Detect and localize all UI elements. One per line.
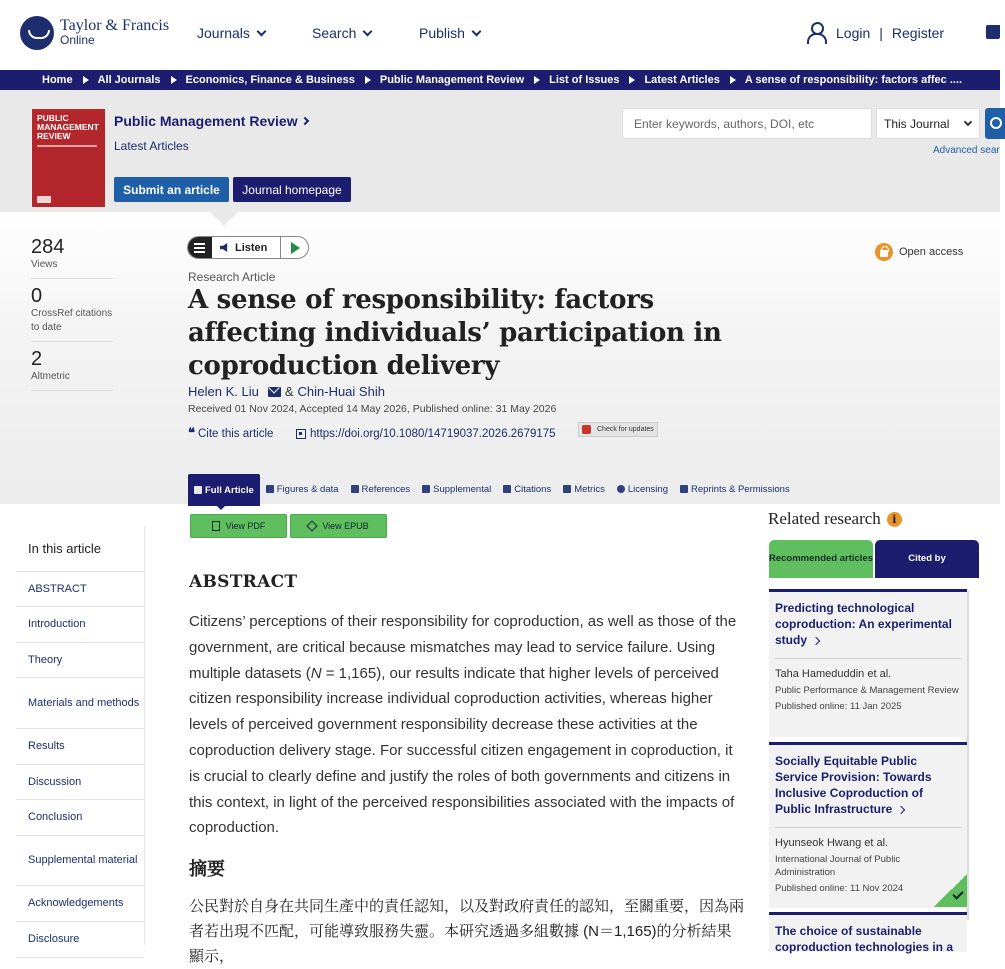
view-pdf-button[interactable]: View PDF	[190, 514, 287, 538]
nav-search[interactable]: Search	[312, 25, 371, 41]
chevron-down-icon	[256, 26, 266, 36]
chinese-abstract-text: 公民對於自身在共同生產中的責任認知，以及對政府責任的認知，至關重要，因為兩者若出現不匹配，可能導致服務失靈。本研究透過多組數據 (N＝1,165)的分析結果顯示，	[189, 898, 745, 965]
check-for-updates-button[interactable]: Check for updates	[578, 422, 658, 437]
submit-article-button[interactable]: Submit an article	[114, 177, 229, 202]
image-icon	[266, 485, 274, 493]
doi-link[interactable]: https://doi.org/10.1080/14719037.2026.2679175	[296, 428, 556, 440]
cover-title: PUBLIC MANAGEMENT REVIEW	[37, 113, 99, 141]
cover-rule	[37, 145, 97, 147]
toc-theory[interactable]: Theory	[16, 643, 144, 678]
share-icon	[680, 485, 688, 493]
bar-chart-icon	[563, 485, 571, 493]
tab-reprints[interactable]: Reprints & Permissions	[674, 474, 796, 504]
publisher-mark-icon	[37, 196, 51, 203]
article-tabs	[188, 474, 796, 504]
breadcrumb-arrow-icon	[365, 76, 371, 84]
epub-icon	[307, 520, 318, 531]
related-author: Hyunseok Hwang et al.	[775, 837, 889, 849]
toc-methods[interactable]: Materials and methods	[16, 678, 144, 729]
chevron-down-icon	[471, 26, 481, 36]
author-join: &	[284, 384, 294, 399]
author-link[interactable]: Chin-Huai Shih	[297, 384, 385, 399]
book-icon	[351, 485, 359, 493]
crossmark-icon	[582, 425, 591, 434]
article-title: A sense of responsibility: factors affecting individuals’ participation in coproduction delivery	[188, 285, 722, 381]
abstract-text: Citizens’ perceptions of their responsibility for coproduction, as well as those of the government, are critical because mismatches may lead to service failure. Using multiple datasets (N = 1,165), our results indicate that higher levels of perceived citizen responsibility increase individual coproduction activities, whereas higher levels of perceived government responsibility decrease these activities at the coproduction delivery stage. For successful citizen engagement in coproduction, it is crucial to clearly define and justify the roles of both governments and citizens in this context, in light of the perceived responsibilities associated with the impacts of coproduction.	[189, 613, 737, 837]
toc-abstract[interactable]: ABSTRACT	[16, 572, 144, 607]
table-of-contents	[16, 571, 144, 958]
menu-icon[interactable]	[188, 237, 212, 258]
related-journal: International Journal of Public Administration	[775, 854, 901, 878]
tab-full-article[interactable]: Full Article	[188, 474, 260, 506]
lamp-logo-icon	[20, 16, 54, 50]
crumb-home[interactable]: Home	[42, 74, 73, 86]
brand-sub: Online	[60, 33, 95, 47]
cart-icon[interactable]	[986, 25, 1000, 39]
related-author: Taha Hameduddin et al.	[775, 668, 892, 680]
nav-journals[interactable]: Journals	[197, 25, 265, 41]
toc-results[interactable]: Results	[16, 729, 144, 765]
info-icon[interactable]: i	[887, 512, 902, 527]
tab-figures[interactable]: Figures & data	[260, 474, 345, 504]
view-epub-button[interactable]: View EPUB	[290, 514, 387, 538]
site-header	[0, 0, 1000, 70]
crumb-economics[interactable]: Economics, Finance & Business	[185, 74, 355, 86]
chevron-right-icon	[897, 806, 905, 814]
checkmark-icon	[934, 874, 967, 907]
toc-supplemental[interactable]: Supplemental material	[16, 836, 144, 886]
related-research-heading: Related research i	[768, 509, 902, 529]
chinese-abstract-heading: 摘要	[189, 859, 225, 879]
toc-acknowledgements[interactable]: Acknowledgements	[16, 886, 144, 922]
plus-icon	[422, 485, 430, 493]
external-link-icon	[296, 429, 306, 439]
publication-dates: Received 01 Nov 2024, Accepted 14 May 2026, Published online: 31 May 2026	[188, 403, 557, 415]
chevron-down-icon	[363, 26, 373, 36]
abstract-heading: ABSTRACT	[189, 572, 298, 592]
breadcrumb-arrow-icon	[171, 76, 177, 84]
chevron-right-icon	[300, 117, 308, 125]
crumb-all-journals[interactable]: All Journals	[97, 74, 161, 86]
brand-name: Taylor & Francis	[60, 17, 170, 34]
tab-licensing[interactable]: Licensing	[611, 474, 674, 504]
taylor-francis-logo[interactable]	[20, 16, 169, 50]
journal-homepage-button[interactable]: Journal homepage	[233, 177, 351, 202]
search-scope-select[interactable]: This Journal	[876, 108, 980, 139]
tab-references[interactable]: References	[345, 474, 417, 504]
quote-icon: ❝	[188, 426, 195, 441]
metric-crossref[interactable]: 0 CrossRef citations to date	[31, 285, 113, 342]
account-links	[806, 22, 944, 44]
author-list	[188, 384, 385, 399]
related-card[interactable]	[769, 912, 967, 952]
cite-this-article-link[interactable]: ❝ Cite this article	[188, 426, 274, 441]
related-card[interactable]	[769, 589, 967, 737]
advanced-search-link[interactable]: Advanced sear	[933, 145, 1000, 156]
tab-recommended-articles[interactable]: Recommended articles	[769, 540, 873, 578]
tab-metrics[interactable]: Metrics	[557, 474, 611, 504]
breadcrumb	[0, 70, 1000, 90]
open-lock-icon	[875, 243, 893, 261]
user-icon[interactable]	[806, 22, 826, 44]
speaker-icon	[220, 243, 229, 252]
chevron-right-icon	[812, 637, 820, 645]
article-metrics	[31, 236, 113, 397]
quote-icon	[503, 485, 511, 493]
copyright-icon	[617, 485, 625, 493]
crumb-issues[interactable]: List of Issues	[549, 74, 620, 86]
tab-citations[interactable]: Citations	[497, 474, 557, 504]
search-input[interactable]: Enter keywords, authors, DOI, etc	[622, 108, 872, 139]
toc-discussion[interactable]: Discussion	[16, 765, 144, 800]
register-link[interactable]: Register	[891, 25, 945, 41]
metric-altmetric[interactable]: 2 Altmetric	[31, 348, 113, 391]
search-icon[interactable]	[985, 108, 1005, 139]
related-journal: Public Performance & Management Review	[775, 685, 959, 696]
listen-button[interactable]: Listen	[235, 241, 268, 254]
latest-articles-link[interactable]: Latest Articles	[114, 139, 189, 153]
breadcrumb-arrow-icon	[629, 76, 635, 84]
document-icon	[194, 486, 202, 494]
link-separator: |	[879, 25, 883, 41]
listen-player	[187, 236, 309, 259]
toc-conclusion[interactable]: Conclusion	[16, 800, 144, 836]
related-date: Published online: 11 Jan 2025	[775, 701, 902, 712]
journal-cover[interactable]	[32, 109, 105, 207]
article-type: Research Article	[188, 270, 276, 284]
breadcrumb-arrow-icon	[83, 76, 89, 84]
related-date: Published online: 11 Nov 2024	[775, 883, 904, 894]
chevron-down-icon	[964, 118, 972, 126]
open-access-badge: Open access	[875, 243, 963, 261]
journal-title-link[interactable]: Public Management Review	[114, 113, 308, 129]
banner-pointer	[210, 212, 238, 226]
tab-cited-by[interactable]: Cited by	[875, 540, 979, 578]
tab-supplemental[interactable]: Supplemental	[416, 474, 497, 504]
nav-publish[interactable]: Publish	[419, 25, 480, 41]
crumb-journal[interactable]: Public Management Review	[379, 74, 525, 86]
breadcrumb-arrow-icon	[534, 76, 540, 84]
breadcrumb-arrow-icon	[730, 76, 736, 84]
related-title[interactable]: Predicting technological coproduction: An experimental study	[775, 601, 952, 647]
journal-banner	[0, 90, 1000, 212]
envelope-icon[interactable]	[268, 387, 281, 397]
related-title[interactable]: The choice of sustainable coproduction technologies in a	[775, 924, 954, 954]
crumb-current: A sense of responsibility: factors affec ....	[744, 74, 963, 86]
toc-introduction[interactable]: Introduction	[16, 607, 144, 643]
author-link[interactable]: Helen K. Liu	[188, 384, 259, 399]
play-icon[interactable]	[291, 242, 300, 254]
pdf-icon	[212, 521, 220, 531]
toc-disclosure[interactable]: Disclosure	[16, 922, 144, 958]
toc-heading: In this article	[28, 541, 101, 556]
login-link[interactable]: Login	[836, 25, 871, 41]
metric-views: 284 Views	[31, 236, 113, 279]
crumb-latest[interactable]: Latest Articles	[644, 74, 720, 86]
related-title[interactable]: Socially Equitable Public Service Provision: Towards Inclusive Coproduction of Public Infrastructure	[775, 754, 932, 816]
tab-pointer	[215, 504, 227, 510]
